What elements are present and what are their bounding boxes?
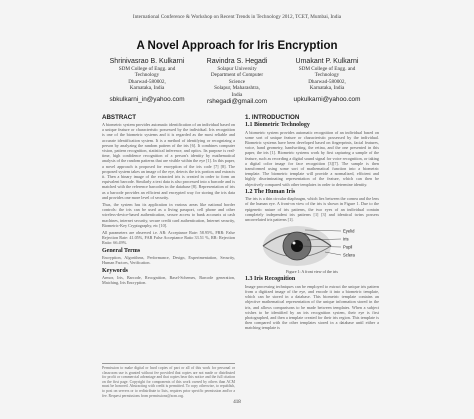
author-affiliation-line: Dharwad-580002, [308, 78, 346, 85]
iris-recognition-paragraph: Image processing techniques can be employed to extract the unique iris pattern from a digitized image of the eye, and encode it into a biometric template, which can be stored in a database. This biometric template contains an objective mathematical representation of the unique information stored in the iris, and allows comparisons to be made between templates. When a subject wishes to be identified by an iris recognition system, their eye is first photographed, and then a template created for their iris region. This template is then compared with the other templates stored in a database until either a matching template is [245, 283, 379, 331]
paper-title: A Novel Approach for Iris Encryption [136, 40, 338, 52]
author-affiliation-line: Technology [314, 72, 340, 79]
author-affiliation-line: India [231, 91, 243, 98]
author-name: Ravindra S. Hegadi [206, 58, 268, 65]
label-sclera: Sclera [343, 252, 355, 258]
keywords-text: Armor, Iris, Barcode, Recognition, Basel-Schemes, Barcode generation, Matching, Iris Encryption. [102, 275, 235, 286]
abstract-paragraph: Thus, the system has its application in various areas like national border controls: the iris can be used as a living passport, cell phone and other wireless-device-based authentication, secure access to bank accounts at cash machines, internet security, secure credit card authentication, Internet security, Biometric-Key Cryptography, etc [10]. [102, 202, 235, 228]
keywords-heading: Keywords [102, 267, 128, 274]
conference-header: International Conference & Workshop on Recent Trends in Technology 2012, TCET, Mumbai, India [132, 14, 342, 20]
author-affiliation-line: Karnataka, India [309, 85, 345, 92]
author-affiliation-line: Karnataka, India [129, 85, 165, 92]
general-terms-heading: General Terms [102, 247, 141, 254]
left-column [102, 114, 235, 287]
author-affiliation-line: Science [228, 78, 246, 85]
author-affiliation-line: Technology [134, 72, 160, 79]
author-affiliation-line: Department of Computer [210, 72, 264, 79]
label-iris: Iris [343, 236, 349, 242]
human-iris-paragraph: The iris is a thin circular diaphragm, which lies between the cornea and the lens of the human eye. A front-on view of the iris is shown in Figure 1. Due to the epigenetic nature of iris patterns, the two eyes of an individual contain completely independent iris patterns [1] [3] and identical twins possess uncorrelated iris patterns [1]. [245, 196, 379, 223]
author-name: Shrinivasrao B. Kulkarni [109, 58, 185, 65]
right-column [245, 114, 379, 333]
author-affiliation-line: Solapur, Maharashtra, [214, 85, 260, 92]
author-affiliation-line: Dharwad-580002, [128, 78, 166, 85]
eye-diagram [245, 224, 379, 268]
copyright-footnote [102, 363, 235, 400]
author-affiliation-line: Solapur University [217, 66, 257, 72]
author-name: Umakant P. Kulkarni [295, 58, 359, 65]
iris-recognition-heading: 1.3 Iris Recognition [245, 276, 296, 283]
abstract-paragraph: A biometric system provides automatic identification of an individual based on a unique feature or characteristic possessed by the individual. Iris recognition is one of the biometric systems and it is regarded as the most reliable and accurate identification system. It is a method of identifying or recognizing a person by analyzing the random pattern of the iris [6]. It combines computer vision, pattern recognition, statistical inference, and optics. Its purpose is real-time, high confidence recognition of a person's identity by mathematical analysis of the random patterns that are visible within the eye [1]. In this paper, a novel approach is proposed for encryption of the iris code [7] [8]. The proposed system takes an image of the eye, detects the iris portion and extracts it. Then a binary image of the extracted iris is created in order to form an equivalent barcode. Similarly a text data is also processed into a barcode and is matched with the reference barcodes in the database [8]. Representation of iris as a barcode provides an efficient and encrypted way for storing the iris data and provides one more level of security. [102, 122, 235, 200]
footnote-text: Permission to make digital or hard copies of part or all of this work for personal or classroom use is granted without fee provided that copies are not made or distributed for profit or commercial advantage and that copies bear this notice and the full citation on the first page. Copyright for components of this work owned by others than ACM must be honored. Abstracting with credit is permitted. To copy otherwise, to republish, to post on servers or to redistribute to lists, requires prior specific permission and/or a fee. Request permissions from permissions@acm.org. [102, 366, 235, 398]
author-email: rshegadi@gmail.com [206, 98, 268, 106]
introduction-heading: 1. INTRODUCTION [245, 114, 300, 121]
human-iris-heading: 1.2 The Human Iris [245, 188, 296, 195]
abstract-heading: ABSTRACT [102, 114, 137, 121]
eye-highlight [293, 242, 296, 245]
label-pupil: Pupil [343, 244, 353, 250]
biometric-technology-heading: 1.1 Biometric Technology [245, 122, 310, 128]
biometric-paragraph: A biometric system provides automatic recognition of an individual based on some sort of unique feature or characteristic possessed by the individual. Biometric systems have been developed based on fingerprints, facial features, voice, hand geometry, handwriting, the retina, and the one presented in this paper, the iris [1]. Biometric systems work by first capturing a sample of the feature, such as recording a digital sound signal for voice recognition, or taking a digital color image for face recognition [3][7]. The sample is then transformed using some sort of mathematical function into a biometric template. The biometric template will provide a normalized, efficient and highly discriminating representation of the feature, which can then be objectively compared with other templates in order to determine identity. [245, 129, 379, 187]
abstract-paragraph: All parameters are observed i.e. AR: Acceptance Rate: 58.95%, FRR: False Rejection Rate: 41.05%, FAR False Acceptance Ratio 33.51 %, RR: Rejection Ratio: 66.49%. [102, 230, 235, 246]
general-terms-text: Encryption, Algorithms, Performance, Design, Experimentation, Security, Human Factors, Verification. [102, 255, 235, 266]
author-email: sbkulkarni_in@yahoo.com [109, 95, 185, 103]
author-email: upkulkarni@yahoo.com [293, 95, 361, 103]
iris-figure [245, 224, 379, 268]
figure-caption: Figure 1: A front view of the iris [286, 269, 338, 275]
author-block-3 [267, 57, 387, 104]
author-affiliation-line: SDM College of Engg. and [118, 66, 176, 72]
page-number: 418 [233, 400, 241, 405]
label-eyelid: Eyelid [343, 228, 355, 234]
author-affiliation-line: SDM College of Engg. and [298, 66, 356, 72]
